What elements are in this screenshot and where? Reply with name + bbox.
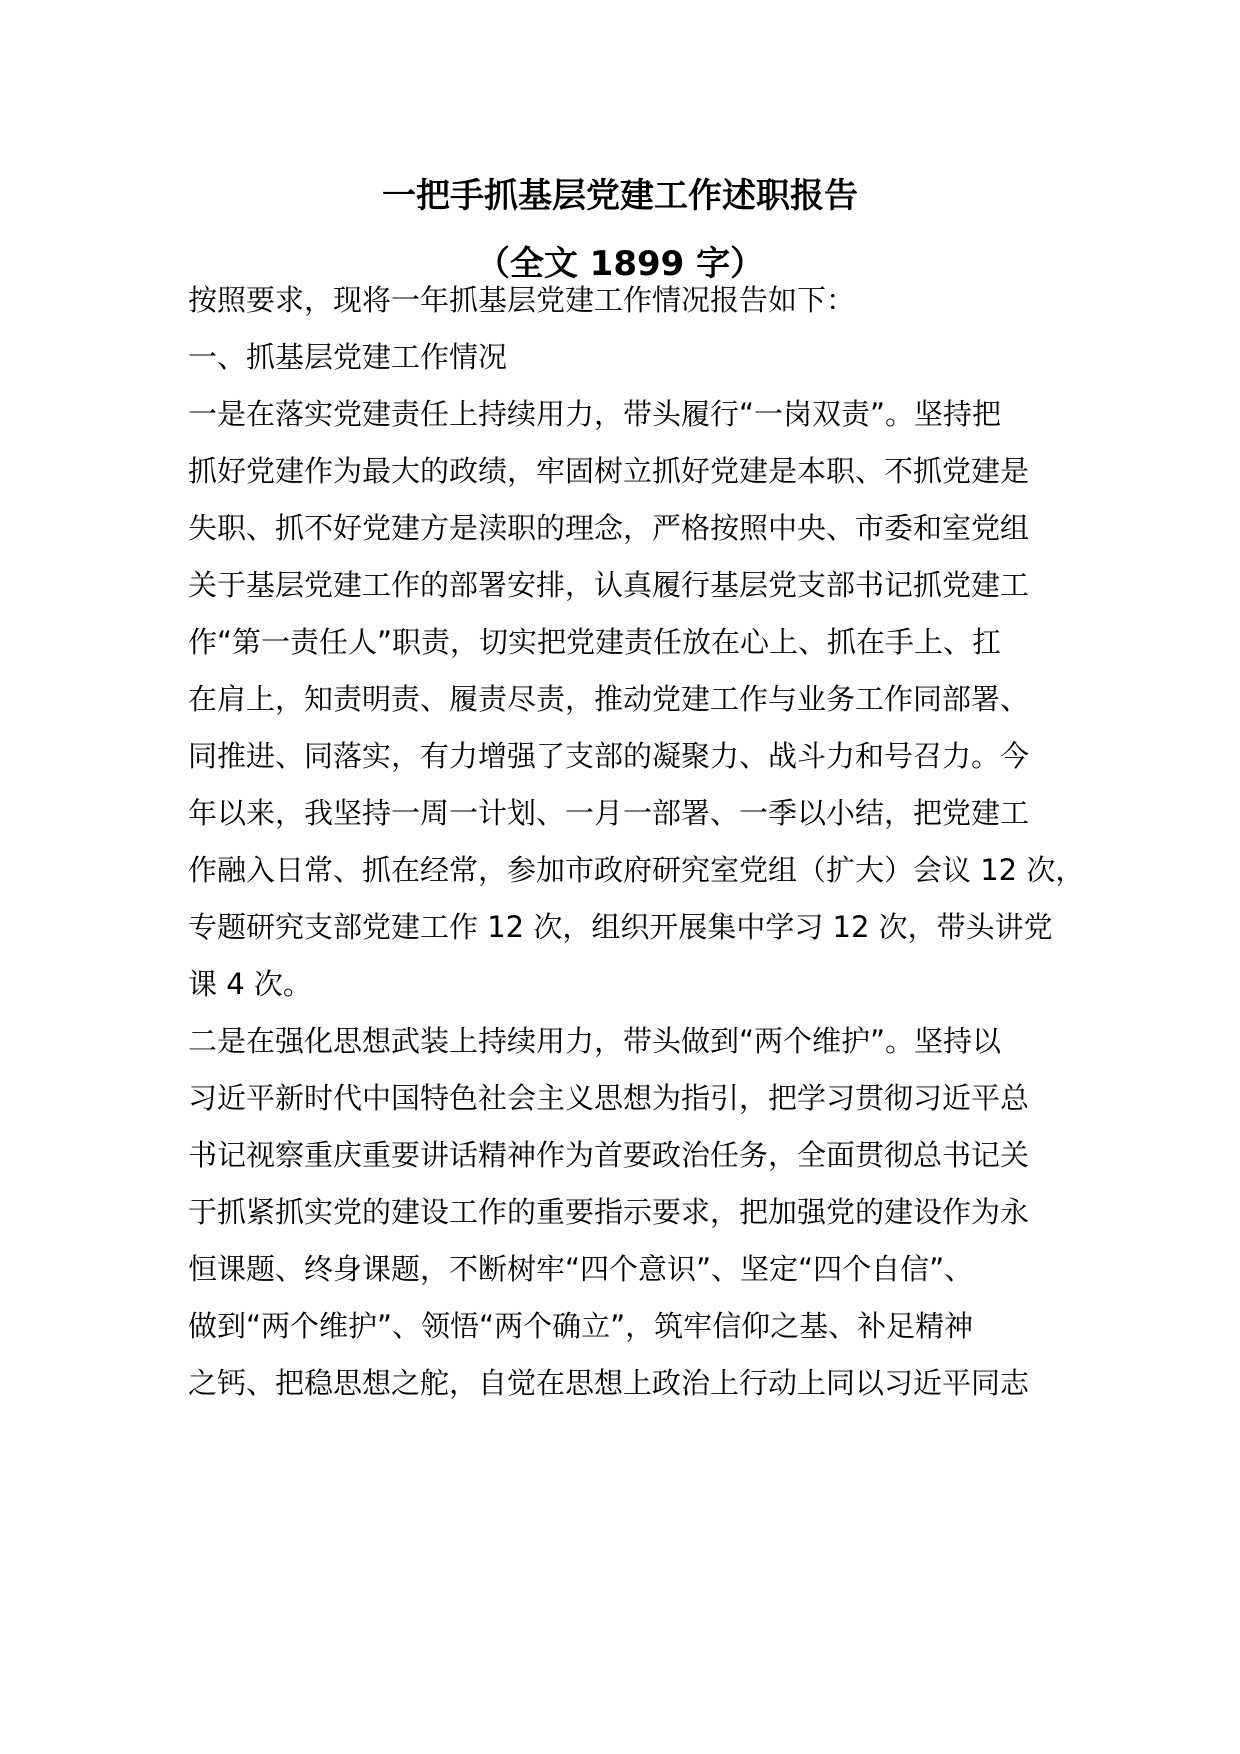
document-title: 一把手抓基层党建工作述职报告 [382,176,858,216]
document-subtitle: （全文 1899 字） [475,244,765,284]
body-line: 习近平新时代中国特色社会主义思想为指引，把学习贯彻习近平总 [188,1081,1030,1115]
section-heading-1: 一、抓基层党建工作情况 [188,340,508,374]
body-line: 做到“两个维护”、领悟“两个确立”，筑牢信仰之基、补足精神 [188,1309,974,1343]
body-line: 在肩上，知责明责、履责尽责，推动党建工作与业务工作同部署、 [188,682,1030,716]
body-line: 抓好党建作为最大的政绩，牢固树立抓好党建是本职、不抓党建是 [188,454,1030,488]
body-line-intro: 按照要求，现将一年抓基层党建工作情况报告如下： [188,283,856,317]
body-line: 二是在强化思想武装上持续用力，带头做到“两个维护”。坚持以 [188,1024,1002,1058]
body-line: 失职、抓不好党建方是渎职的理念，严格按照中央、市委和室党组 [188,511,1030,545]
body-line: 一是在落实党建责任上持续用力，带头履行“一岗双责”。坚持把 [188,397,1002,431]
body-line: 恒课题、终身课题，不断树牢“四个意识”、坚定“四个自信”、 [188,1252,974,1286]
body-line: 同推进、同落实，有力增强了支部的凝聚力、战斗力和号召力。今 [188,739,1030,773]
body-line: 专题研究支部党建工作 12 次，组织开展集中学习 12 次，带头讲党 [188,910,1053,944]
body-line: 关于基层党建工作的部署安排，认真履行基层党支部书记抓党建工 [188,568,1030,602]
body-line: 课 4 次。 [188,967,312,1001]
body-line: 作“第一责任人”职责，切实把党建责任放在心上、抓在手上、扛 [188,625,1002,659]
body-line: 之钙、把稳思想之舵，自觉在思想上政治上行动上同以习近平同志 [188,1366,1030,1400]
body-line: 作融入日常、抓在经常，参加市政府研究室党组（扩大）会议 12 次， [188,853,1085,887]
body-line: 年以来，我坚持一周一计划、一月一部署、一季以小结，把党建工 [188,796,1030,830]
body-line: 书记视察重庆重要讲话精神作为首要政治任务，全面贯彻总书记关 [188,1138,1030,1172]
body-line: 于抓紧抓实党的建设工作的重要指示要求，把加强党的建设作为永 [188,1195,1030,1229]
